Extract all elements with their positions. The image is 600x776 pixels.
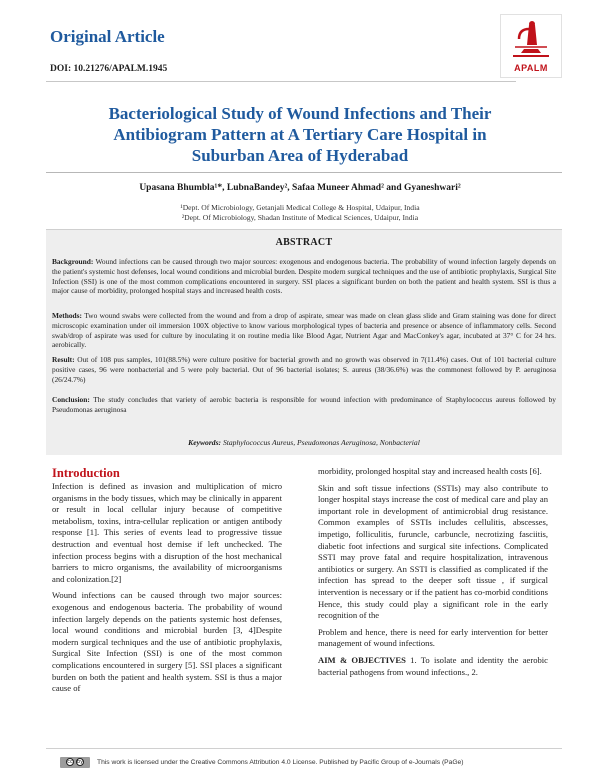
doi-label[interactable]: DOI: 10.21276/APALM.1945: [50, 64, 168, 74]
abstract-background: [52, 257, 556, 296]
aim-text: 1. To isolate and identity the aerobic bacterial pathogens from wound infections., 2.: [318, 654, 548, 677]
background-label: Background:: [52, 257, 94, 266]
aim-paragraph: [318, 655, 548, 678]
title-line: Antibiogram Pattern at A Tertiary Care Hospital in: [113, 125, 487, 144]
article-type-label: Original Article: [50, 27, 165, 46]
author-list: Upasana Bhumbla¹*, LubnaBandey², Safaa Muneer Ahmad² and Gyaneshwari²: [139, 183, 461, 193]
license-text: This work is licensed under the Creative Commons Attribution 4.0 License. Published by Pacific Group of e-Journals (PaGe): [97, 758, 464, 766]
keywords-text: Staphylococcus Aureus, Pseudomonas Aeruginosa, Nonbacterial: [222, 438, 420, 447]
intro-paragraph-1: Infection is defined as invasion and multiplication of micro organisms in the body tissues, which may be clinically in apparent or result in local cellular injury because of competitive metabolism, toxins, intra-cellular replication or antigen antibody response [1]. This series of events lead to progressive tissue destruction and eventual host demise if left unchecked. The infection process begins with a disruption of the host mechanical barriers to micro organisms, the availability of microorganisms and colonization.[2]: [52, 481, 282, 584]
left-column: [52, 481, 282, 700]
aim-label: AIM & OBJECTIVES: [318, 654, 406, 665]
right-paragraph-2: Skin and soft tissue infections (SSTIs) may also contribute to longer hospital stays increase the cost of medical care and play an important role in development of antimicrobial drug resistance. Common examples of SSTIs includes cellulitis, abscesses, impetigo, folliculitis, furuncle, carbuncle, necrotizing fasciitis, diabetic foot infections and surgical site infections. Complicated SSTI may prove fatal and require hospitalization, intravenous antibiotics or surgery. An SSTI is classified as complicated if the infection has spread to the deeper soft tissue , if surgical intervention is necessary or if the patient has co-morbid conditions Hence, this study could play a significant role in the early recognition of the: [318, 482, 548, 621]
abstract-result: [52, 355, 556, 384]
title-divider: [46, 172, 562, 173]
intro-paragraph-2: Wound infections can be caused through two major sources: exogenous and endogenous bacteria. The probability of wound infection largely depends on the patients systemic host defenses, local wound conditions and microbial burden [3, 4]Despite modern surgical techniques and the use of antibiotic prophylaxis, Surgical Site Infection (SSI) is one of the most common complications encountered in surgery [5]. SSI places a significant burden on both the patient and health system. SSI is thus a major cause of: [52, 590, 282, 694]
abstract-box: [46, 229, 562, 455]
abstract-methods: [52, 311, 556, 350]
background-text: Wound infections can be caused through two major sources: exogenous and endogenous bacteria. The probability of wound infection largely depends on the patient's systemic host defenses, local wound conditions and microbial burden. Despite modern surgical techniques and the use of antibiotic prophylaxis, Surgical Site Infection (SSI) is one of the most common complications encountered in surgery. SSI places a significant burden on both the patient and health system. SSI is thus a major cause of morbidity, prolonged hospital stays and increased health costs.: [52, 257, 557, 296]
right-paragraph-3: Problem and hence, there is need for early intervention for better management of wound infections.: [318, 626, 548, 649]
keywords: [46, 438, 562, 447]
introduction-heading: Introduction: [52, 466, 120, 480]
right-paragraph-1: morbidity, prolonged hospital stay and increased health costs [6].: [318, 466, 542, 476]
result-text: Out of 108 pus samples, 101(88.5%) were culture positive for bacterial growth and no growth was observed in 7(11.4%) cases. Out of 101 bacterial culture positive cases, 96 were nonbacterial and 5 were poly bacterial. Out of 96 bacterial isolates; S. aureus (38/36.6%) was the commonest followed by P. aeruginosa (26/24.7%): [52, 355, 556, 384]
affiliation-1: ¹Dept. Of Microbiology, Getanjali Medical College & Hospital, Udaipur, India: [180, 203, 420, 212]
affiliation-2: ²Dept. Of Microbiology, Shadan Institute of Medical Sciences, Udaipur, India: [181, 213, 419, 222]
by-icon: by: [77, 759, 84, 765]
keywords-label: Keywords:: [188, 438, 222, 447]
microscope-icon: [507, 19, 555, 59]
footer-divider: [46, 748, 562, 749]
abstract-heading: ABSTRACT: [275, 237, 333, 248]
paper-title: [70, 103, 530, 166]
conclusion-label: Conclusion:: [52, 395, 90, 404]
result-label: Result:: [52, 355, 75, 364]
conclusion-text: The study concludes that variety of aerobic bacteria is responsible for wound infection with predominance of Staphylococcus aureus followed by Pseudomonas aeruginosa: [52, 395, 556, 414]
logo-text: APALM: [514, 63, 548, 73]
methods-label: Methods:: [52, 311, 82, 320]
journal-logo: [500, 14, 562, 78]
abstract-conclusion: [52, 395, 556, 415]
cc-license-badge[interactable]: [60, 757, 90, 768]
cc-icon: cc: [67, 759, 73, 765]
methods-text: Two wound swabs were collected from the wound and from a drop of aspirate, smear was made on clean glass slide and Gram staining was done for direct microscopic examination under oil immersion 100X objective to know various morphological types of bacteria and presence or absence of inflammatory cells. Second swab/drop of aspirate was used for culture by inoculating it on routine media like Blood Agar, Nutrient Agar and MacConkey's agar, incubated at 37° C for 24 hrs. aerobically.: [52, 311, 557, 350]
title-line: Bacteriological Study of Wound Infections and Their: [108, 104, 492, 123]
license-footer: [60, 755, 464, 769]
title-line: Suburban Area of Hyderabad: [191, 146, 409, 165]
header-divider: [46, 81, 516, 82]
right-column: [318, 466, 548, 683]
